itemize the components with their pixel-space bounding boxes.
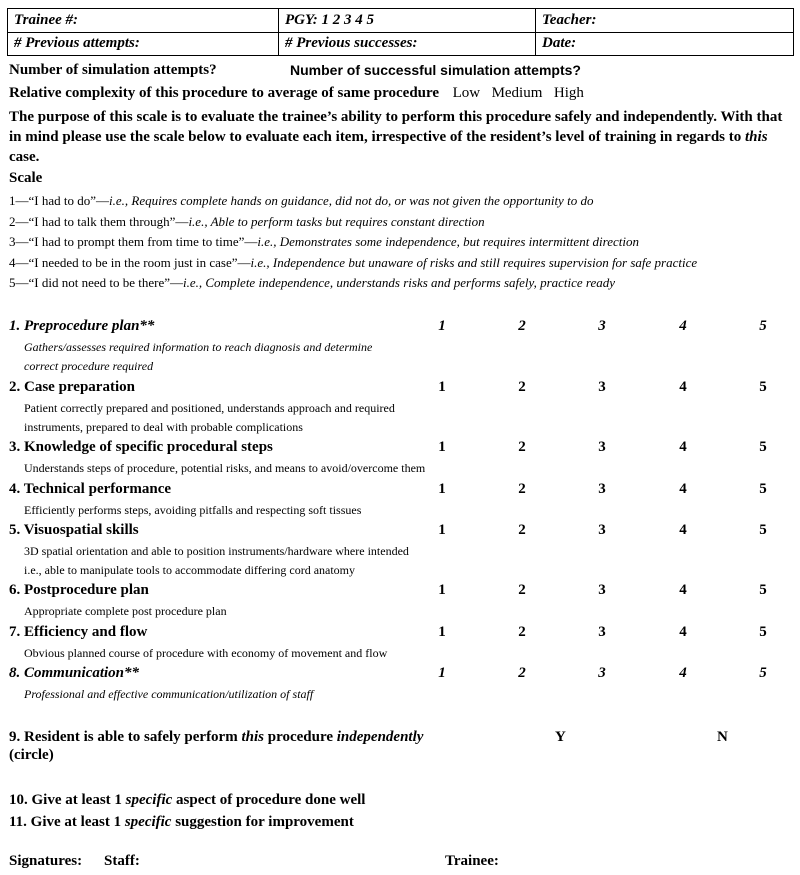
date-field[interactable]: [536, 32, 794, 56]
rating-option-3[interactable]: 3: [598, 318, 606, 334]
previous-attempts-field[interactable]: [8, 32, 279, 56]
rating-option-2[interactable]: 2: [518, 318, 526, 334]
rating-option-1[interactable]: 1: [438, 379, 446, 395]
rating-option-3[interactable]: 3: [598, 522, 606, 538]
trainee-label: Trainee #:: [14, 11, 79, 28]
rating-option-3[interactable]: 3: [598, 379, 606, 395]
item-description: Patient correctly prepared and positioned, understands approach and required: [24, 401, 395, 415]
item-description: i.e., able to manipulate tools to accommodate differing cord anatomy: [24, 563, 356, 577]
rating-option-1[interactable]: 1: [438, 522, 446, 538]
q9-text: [9, 729, 423, 746]
q9-this: this: [241, 729, 264, 745]
item-title: 3. Knowledge of specific procedural steps: [9, 439, 273, 455]
rating-option-4[interactable]: 4: [679, 522, 687, 538]
rating-option-3[interactable]: 3: [598, 624, 606, 640]
q9-circle: (circle): [9, 747, 54, 763]
rating-option-5[interactable]: 5: [759, 582, 767, 598]
rating-option-3[interactable]: 3: [598, 439, 606, 455]
rating-option-3[interactable]: 3: [598, 582, 606, 598]
rating-option-3[interactable]: 3: [598, 665, 606, 681]
q11-text: [9, 814, 354, 831]
scale-item-description: i.e., Independence but unaware of risks and still requires supervision for safe practice: [250, 254, 698, 270]
rating-option-4[interactable]: 4: [679, 379, 687, 395]
q10-specific: specific: [125, 792, 173, 808]
staff-signature-label[interactable]: Staff:: [104, 853, 140, 869]
rating-option-4[interactable]: 4: [679, 665, 687, 681]
complexity-high[interactable]: High: [553, 85, 584, 101]
scale-item: [9, 234, 639, 250]
pgy-label: PGY: 1 2 3 4 5: [285, 11, 375, 28]
rating-option-5[interactable]: 5: [759, 481, 767, 497]
purpose-text: The purpose of this scale is to evaluate the trainee’s ability to perform this procedure safely and independently. With that in mind please use the scale below to evaluate each item, irrespective of the resident’s level of training in regards to: [9, 109, 783, 145]
rating-option-4[interactable]: 4: [679, 439, 687, 455]
rating-option-2[interactable]: 2: [518, 439, 526, 455]
scale-item-description: i.e., Requires complete hands on guidance, did not do, or was not given the opportunity to do: [109, 193, 594, 208]
q9-part2: procedure: [263, 729, 337, 745]
item-description: 3D spatial orientation and able to position instruments/hardware where intended: [24, 544, 409, 558]
item-title: 6. Postprocedure plan: [9, 582, 149, 598]
complexity-row: [9, 85, 584, 102]
q10-text: [9, 792, 365, 809]
purpose-paragraph: [9, 107, 789, 167]
rating-option-5[interactable]: 5: [759, 379, 767, 395]
pgy-field[interactable]: [279, 9, 536, 33]
previous-successes-label: # Previous successes:: [285, 35, 418, 52]
teacher-label: Teacher:: [542, 11, 597, 28]
scale-item-quote: 2—“I had to talk them through”—: [9, 213, 189, 229]
rating-option-5[interactable]: 5: [759, 318, 767, 334]
item-title: 8. Communication**: [9, 665, 140, 681]
rating-option-2[interactable]: 2: [518, 379, 526, 395]
scale-item: [9, 193, 593, 209]
rating-option-5[interactable]: 5: [759, 439, 767, 455]
purpose-end: case.: [9, 149, 40, 165]
scale-item-description: i.e., Complete independence, understands risks and performs safely, practice ready: [183, 275, 616, 290]
complexity-low[interactable]: Low: [452, 85, 481, 101]
rating-option-1[interactable]: 1: [438, 582, 446, 598]
item-title: 7. Efficiency and flow: [9, 624, 148, 640]
item-title: 5. Visuospatial skills: [9, 522, 139, 538]
q11-part1: 11. Give at least 1: [9, 814, 125, 830]
q11-part2: suggestion for improvement: [171, 814, 354, 830]
rating-option-2[interactable]: 2: [518, 481, 526, 497]
scale-item: [9, 214, 485, 230]
item-description: instruments, prepared to deal with probable complications: [24, 420, 303, 434]
rating-option-2[interactable]: 2: [518, 582, 526, 598]
rating-option-1[interactable]: 1: [438, 318, 446, 334]
sim-attempts-label: Number of simulation attempts?: [9, 62, 217, 78]
previous-successes-field[interactable]: [279, 32, 536, 56]
q9-independently: independently: [336, 729, 424, 745]
rating-option-4[interactable]: 4: [679, 318, 687, 334]
trainee-signature-label[interactable]: Trainee:: [445, 853, 499, 869]
header-table: [7, 8, 794, 56]
rating-option-2[interactable]: 2: [518, 522, 526, 538]
date-label: Date:: [542, 35, 577, 52]
rating-option-4[interactable]: 4: [679, 624, 687, 640]
rating-option-5[interactable]: 5: [759, 624, 767, 640]
rating-option-4[interactable]: 4: [679, 582, 687, 598]
rating-option-2[interactable]: 2: [518, 665, 526, 681]
rating-option-1[interactable]: 1: [438, 624, 446, 640]
item-title: 1. Preprocedure plan**: [9, 318, 155, 334]
q9-no-option[interactable]: N: [717, 729, 728, 745]
previous-attempts-label: # Previous attempts:: [14, 35, 140, 52]
signatures-label: Signatures:: [9, 853, 83, 869]
scale-item-quote: 1—“I had to do”—: [9, 193, 110, 208]
rating-option-5[interactable]: 5: [759, 522, 767, 538]
scale-item-quote: 5—“I did not need to be there”—: [9, 275, 183, 290]
item-description: Efficiently performs steps, avoiding pitfalls and respecting soft tissues: [24, 503, 362, 517]
teacher-field[interactable]: [536, 9, 794, 33]
scale-item-description: i.e., Able to perform tasks but requires constant direction: [188, 213, 485, 229]
scale-title: Scale: [9, 170, 43, 186]
item-description: Professional and effective communication/utilization of staff: [24, 687, 314, 701]
sim-success-label: Number of successful simulation attempts?: [290, 62, 581, 78]
scale-item-description: i.e., Demonstrates some independence, but requires intermittent direction: [257, 234, 640, 249]
rating-option-1[interactable]: 1: [438, 439, 446, 455]
complexity-label: Relative complexity of this procedure to average of same procedure: [9, 85, 440, 101]
rating-option-1[interactable]: 1: [438, 481, 446, 497]
complexity-medium[interactable]: Medium: [491, 85, 543, 101]
rating-option-4[interactable]: 4: [679, 481, 687, 497]
item-description: correct procedure required: [24, 359, 154, 373]
item-title: 2. Case preparation: [9, 379, 135, 395]
q10-part2: aspect of procedure done well: [172, 792, 366, 808]
scale-item-quote: 4—“I needed to be in the room just in case”—: [9, 254, 251, 270]
scale-item-quote: 3—“I had to prompt them from time to time”—: [9, 234, 258, 249]
item-description: Obvious planned course of procedure with economy of movement and flow: [24, 646, 388, 660]
scale-item: [9, 255, 697, 271]
q9-part1: 9. Resident is able to safely perform: [9, 729, 242, 745]
q10-part1: 10. Give at least 1: [9, 792, 126, 808]
rating-option-3[interactable]: 3: [598, 481, 606, 497]
rating-option-2[interactable]: 2: [518, 624, 526, 640]
q9-yes-option[interactable]: Y: [555, 729, 566, 745]
item-description: Understands steps of procedure, potential risks, and means to avoid/overcome them: [24, 461, 426, 475]
item-description: Gathers/assesses required information to reach diagnosis and determine: [24, 340, 373, 354]
purpose-this: this: [745, 129, 768, 145]
scale-item: [9, 275, 615, 291]
item-description: Appropriate complete post procedure plan: [24, 604, 227, 618]
q11-specific: specific: [124, 814, 172, 830]
item-title: 4. Technical performance: [9, 481, 172, 497]
rating-option-1[interactable]: 1: [438, 665, 446, 681]
rating-option-5[interactable]: 5: [759, 665, 767, 681]
trainee-field[interactable]: [8, 9, 279, 33]
